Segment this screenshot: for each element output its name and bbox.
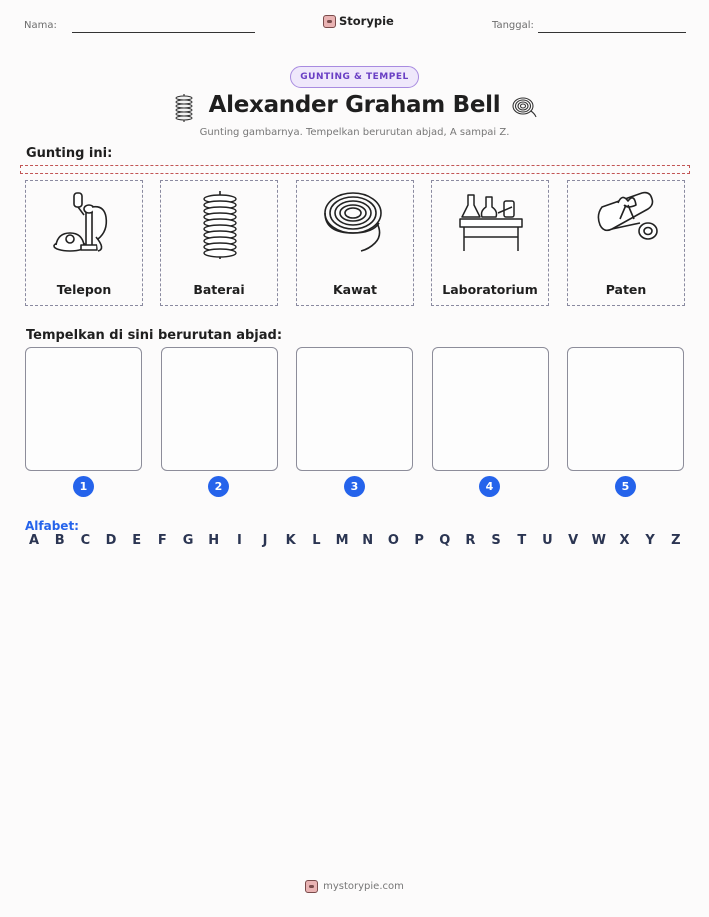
- wire-coil-icon: [321, 189, 391, 257]
- cut-card-baterai[interactable]: [160, 180, 278, 306]
- wire-deco-icon: [511, 96, 537, 118]
- alphabet-letter: F: [157, 533, 167, 548]
- card-label: Baterai: [193, 282, 245, 297]
- cut-card-telepon[interactable]: [25, 180, 143, 306]
- alphabet-letter: P: [414, 533, 424, 548]
- paste-box-5[interactable]: [567, 347, 684, 471]
- cut-section-title: Gunting ini:: [26, 146, 113, 161]
- cut-card-laboratorium[interactable]: [431, 180, 549, 306]
- alphabet-letter: R: [465, 533, 476, 548]
- footer-site: mystorypie.com: [323, 881, 404, 892]
- alphabet-letter: D: [105, 533, 117, 548]
- alphabet-letter: Q: [439, 533, 451, 548]
- instructions: Gunting gambarnya. Tempelkan berurutan abjad, A sampai Z.: [199, 127, 510, 138]
- alphabet-letter: X: [619, 533, 630, 548]
- position-number-1: 1: [73, 476, 94, 497]
- storypie-logo: [323, 14, 394, 28]
- position-number-5: 5: [615, 476, 636, 497]
- alphabet-letter: V: [568, 533, 579, 548]
- footer: [0, 880, 709, 893]
- alphabet-letter: U: [542, 533, 553, 548]
- paste-section-title: Tempelkan di sini berurutan abjad:: [26, 328, 283, 343]
- paste-box-1[interactable]: [25, 347, 142, 471]
- alphabet-letter: I: [236, 533, 242, 548]
- alphabet-letter: E: [132, 533, 142, 548]
- paste-box-2[interactable]: [161, 347, 278, 471]
- telephone-icon: [50, 189, 120, 257]
- cut-card-paten[interactable]: [567, 180, 685, 306]
- alphabet-letter: Z: [671, 533, 681, 548]
- card-label: Laboratorium: [442, 282, 538, 297]
- position-number-4: 4: [479, 476, 500, 497]
- alphabet-letter: G: [182, 533, 194, 548]
- name-label: Nama:: [24, 20, 57, 31]
- position-number-2: 2: [208, 476, 229, 497]
- laboratory-icon: [456, 189, 528, 257]
- alphabet-label: Alfabet:: [25, 519, 79, 533]
- card-label: Paten: [605, 282, 647, 297]
- page-title: Alexander Graham Bell: [208, 92, 501, 118]
- patent-scroll-icon: [592, 189, 664, 249]
- brand-name: Storypie: [339, 14, 394, 28]
- name-line[interactable]: [72, 32, 255, 33]
- alphabet-letter: W: [591, 533, 606, 548]
- alphabet-letter: C: [80, 533, 91, 548]
- storypie-mascot-icon: [323, 15, 336, 28]
- cut-card-kawat[interactable]: [296, 180, 414, 306]
- battery-icon: [185, 189, 255, 261]
- date-line[interactable]: [538, 32, 686, 33]
- date-label: Tanggal:: [492, 20, 534, 31]
- paste-box-3[interactable]: [296, 347, 413, 471]
- alphabet-letter: K: [285, 533, 296, 548]
- card-label: Telepon: [56, 282, 112, 297]
- alphabet-letter: O: [387, 533, 399, 548]
- alphabet-letter: T: [517, 533, 527, 548]
- alphabet-letter: B: [54, 533, 65, 548]
- alphabet-letter: H: [208, 533, 220, 548]
- card-label: Kawat: [332, 282, 378, 297]
- storypie-mascot-icon: [305, 880, 318, 893]
- alphabet-letter: N: [362, 533, 374, 548]
- position-number-3: 3: [344, 476, 365, 497]
- paste-box-4[interactable]: [432, 347, 549, 471]
- alphabet-letter: L: [312, 533, 321, 548]
- alphabet-letter: J: [262, 533, 268, 548]
- alphabet-letter: Y: [645, 533, 655, 548]
- alphabet-letter: A: [28, 533, 40, 548]
- alphabet-row: [25, 533, 685, 548]
- activity-badge: GUNTING & TEMPEL: [290, 66, 419, 88]
- cut-line: [20, 165, 690, 174]
- alphabet-letter: S: [491, 533, 501, 548]
- alphabet-letter: M: [335, 533, 349, 548]
